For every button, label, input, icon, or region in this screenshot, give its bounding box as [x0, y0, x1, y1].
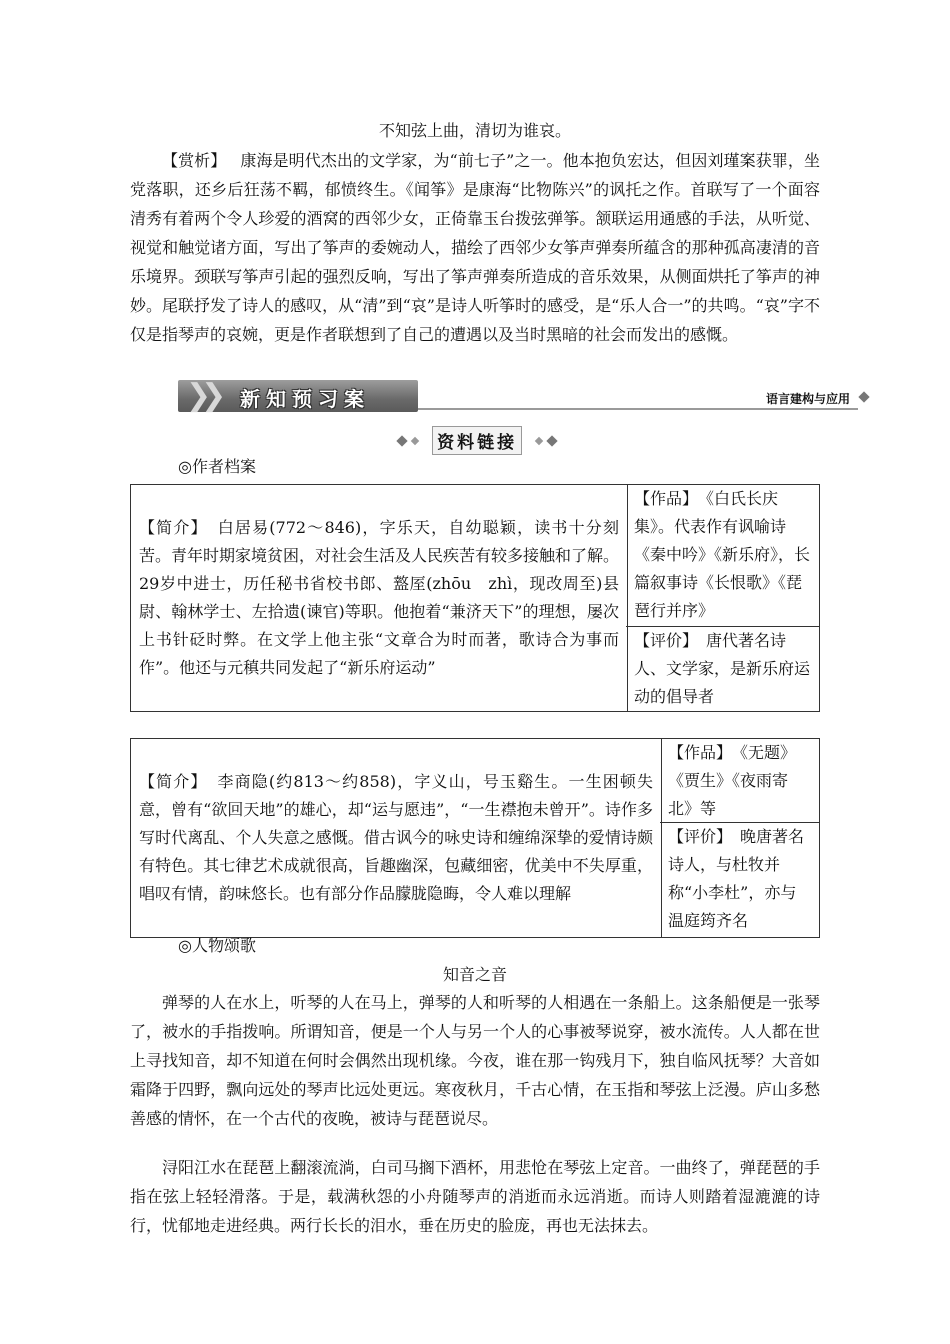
essay-paragraph-1: 弹琴的人在水上，听琴的人在马上，弹琴的人和听琴的人相遇在一条船上。这条船便是一张琴了，被水的手指拨响。所谓知音，便是一个人与另一个人的心事被琴说穿，被水流传。人人都在世上寻找知音，却不知道在何时会偶然出现机缘。今夜，谁在那一钩残月下，独自临风抚琴？大音如霜降于四野，飘向远处的琴声比远处更远。寒夜秋月，千古心情，在玉指和琴弦上泛漫。庐山多愁善感的情怀，在一个古代的夜晚，被诗与琵琶说尽。 — [130, 993, 820, 1128]
review-text: 晚唐著名诗人，与杜牧并称“小李杜”，亦与温庭筠齐名 — [668, 827, 805, 930]
works-cell — [660, 739, 819, 823]
review-cell — [660, 823, 819, 937]
works-label: 【作品】 — [668, 743, 733, 762]
essay-paragraph-2: 浔阳江水在琵琶上翻滚流淌，白司马搁下酒杯，用悲怆在琴弦上定音。一曲终了，弹琵琶的手指在弦上轻轻滑落。于是，载满秋怨的小舟随琴声的消逝而永远消逝。而诗人则踏着湿漉漉的诗行，忧郁地走进经典。两行长长的泪水，垂在历史的脸庞，再也无法抹去。 — [130, 1158, 820, 1235]
diamond-icon — [411, 436, 419, 444]
review-cell — [626, 627, 819, 711]
review-label: 【评价】 — [634, 631, 699, 650]
works-text: 《无题》《贾生》《夜雨寄北》等 — [668, 743, 797, 818]
appreciation-label: 【赏析】 — [162, 151, 227, 170]
section-banner — [178, 380, 868, 414]
author-table-bai-juyi — [130, 484, 820, 712]
works-cell — [626, 485, 819, 627]
diamond-icon — [547, 435, 558, 446]
appreciation-text: 康海是明代杰出的文学家，为“前七子”之一。他本抱负宏达，但因刘瑾案获罪，坐党落职，还乡后狂荡不羁，郁愤终生。《闻筝》是康海“比物陈兴”的讽托之作。首联写了一个面容清秀有着两个令人珍爱的酒窝的西邻少女，正倚靠玉台拨弦弹筝。颔联运用通感的手法，从听觉、视觉和触觉诸方面，写出了筝声的委婉动人，描绘了西邻少女筝声弹奏所蕴含的那种孤高凄清的音乐境界。颈联写筝声引起的强烈反响，写出了筝声弹奏所造成的音乐效果，从侧面烘托了筝声的神妙。尾联抒发了诗人的感叹，从“清”到“哀”是诗人听筝时的感受，是“乐人合一”的共鸣。“哀”字不仅是指琴声的哀婉，更是作者联想到了自己的遭遇以及当时黑暗的社会而发出的感慨。 — [130, 151, 820, 344]
banner-rule — [418, 408, 858, 410]
intro-label: 【简介】 — [139, 772, 208, 791]
intro-label: 【简介】 — [139, 518, 208, 537]
banner-right-label: 语言建构与应用 — [765, 392, 850, 406]
author-table-li-shangyin — [130, 738, 820, 938]
author-intro-cell — [131, 485, 628, 711]
sub-banner-title: 资料链接 — [432, 426, 522, 455]
intro-text: 白居易(772～846)，字乐天，自幼聪颖，读书十分刻苦。青年时期家境贫困，对社会生活及人民疾苦有较多接触和了解。29岁中进士，历任秘书省校书郎、盩厔(zhōu zhì，现改周至)县尉、翰林学士、左拾遗(谏官)等职。他抱着“兼济天下”的理想，屡次上书针砭时弊。在文学上他主张“文章合为时而著，歌诗合为事而作”。他还与元稹共同发起了“新乐府运动” — [139, 518, 620, 677]
poem-last-line: 不知弦上曲，清切为谁哀。 — [378, 121, 571, 140]
intro-text: 李商隐(约813～约858)，字义山，号玉谿生。一生困顿失意，曾有“欲回天地”的雄心，却“运与愿违”，“一生襟抱未曾开”。诗作多写时代离乱、个人失意之感慨。借古讽今的咏史诗和缠绵深挚的爱情诗颇有特色。其七律艺术成就很高，旨趣幽深，包藏细密，优美中不失厚重，唱叹有情，韵味悠长。也有部分作品朦胧隐晦，令人难以理解 — [139, 772, 653, 903]
diamond-icon — [396, 435, 407, 446]
section-author-heading: ◎作者档案 — [178, 457, 256, 476]
diamond-icon — [535, 436, 543, 444]
works-text: 《白氏长庆集》。代表作有讽喻诗《秦中吟》《新乐府》，长篇叙事诗《长恨歌》《琵琶行并序》 — [634, 489, 811, 620]
chevron-right-icon: ❯❯ — [186, 378, 217, 413]
review-label: 【评价】 — [668, 827, 733, 846]
sub-banner — [395, 426, 559, 453]
author-intro-cell — [131, 739, 662, 937]
review-text: 唐代著名诗人、文学家，是新乐府运动的倡导者 — [634, 631, 811, 706]
section-praise-heading: ◎人物颂歌 — [178, 936, 256, 955]
essay-title: 知音之音 — [442, 965, 507, 984]
diamond-icon — [858, 391, 869, 402]
works-label: 【作品】 — [634, 489, 699, 508]
appreciation-paragraph — [130, 146, 820, 349]
banner-title: 新知预习案 — [240, 387, 370, 411]
